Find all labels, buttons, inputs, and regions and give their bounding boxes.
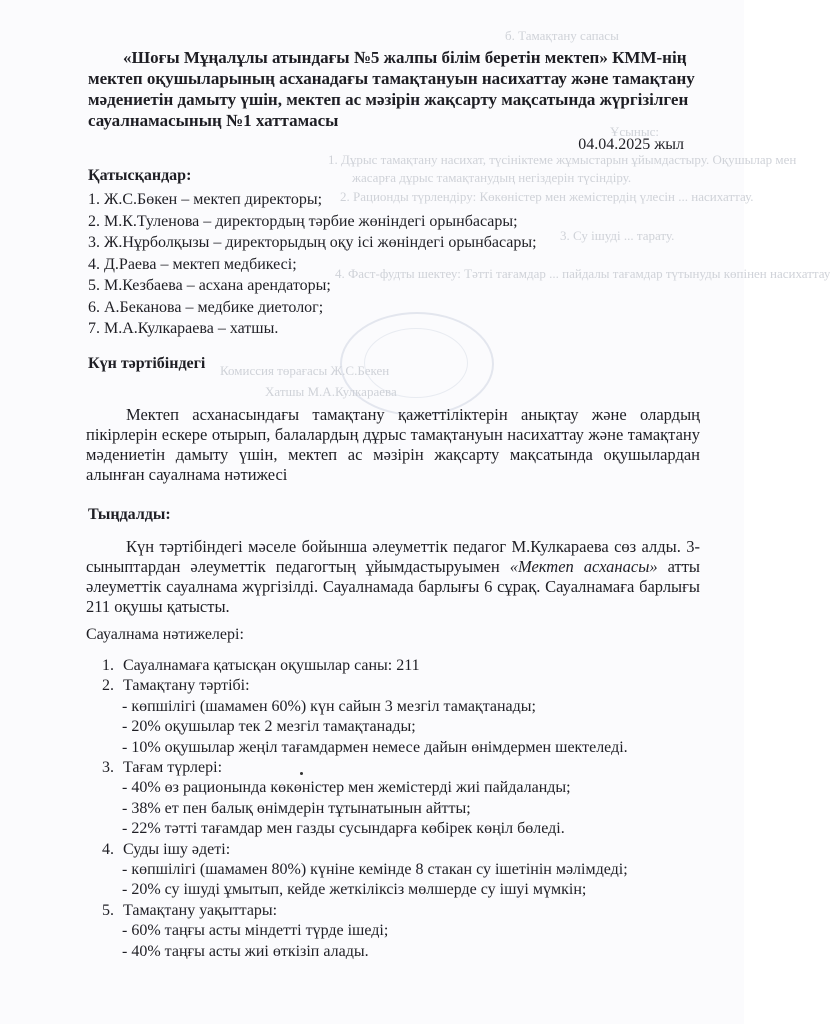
result-title: Тағам түрлері:: [123, 759, 223, 777]
result-title: Суды ішу әдеті:: [123, 840, 231, 858]
ghost-line: жасарға дұрыс тамақтанудың негіздерін түсіндіру.: [352, 170, 632, 185]
ghost-line: 1. Дұрыс тамақтану насихат, түсініктеме жұмыстарын ұйымдастыру. Оқушылар мен: [328, 152, 797, 167]
result-title: Сауалнамаға қатысқан оқушылар саны: 211: [123, 657, 420, 674]
ghost-line: 3. Су ішуді ... тарату.: [560, 228, 675, 243]
title-line: мәдениетін дамыту үшін, мектеп ас мәзірін жақсарту мақсатында жүргізілген: [88, 90, 689, 109]
result-subitem: - 40% таңғы асты жиі өткізіп алады.: [122, 942, 369, 960]
ghost-line: 4. Фаст-фудты шектеу: Тәтті тағамдар ... пайдалы тағамдар түтынуды көпінен насихаттау: [335, 266, 830, 281]
document-date: 04.04.2025 жыл: [578, 136, 684, 153]
result-subitem: - 20% оқушылар тек 2 мезгіл тамақтанады;: [122, 718, 416, 736]
result-subitem: - 38% ет пен балық өнімдерін тұтынатынын айтты;: [122, 799, 471, 817]
agenda-body: Мектеп асханасындағы тамақтану қажеттіліктерін анықтау және олардың пікірлерін ескере отырып, балалардың дұрыс тамақтануын насихаттау және тамақтану мәдениетін дамыту үшін, мектеп ас мәзірін жақсарту мақсатында оқушылардан алынған сауалнама нәтижесі: [86, 405, 700, 484]
participant-item: 5. М.Кезбаева – асхана арендаторы;: [88, 277, 331, 294]
participant-item: 7. М.А.Кулкараева – хатшы.: [88, 320, 279, 337]
result-title: Тамақтану уақыттары:: [123, 901, 278, 919]
result-number: 5.: [102, 901, 114, 919]
ghost-line: Ұсыныс:: [610, 124, 659, 139]
result-subitem: - 22% тәтті тағамдар мен газды сусындарға көбірек көңіл бөледі.: [122, 820, 565, 838]
result-subitem: - 20% су ішуді ұмытып, кейде жеткіліксіз мөлшерде су ішуі мүмкін;: [122, 881, 587, 899]
result-subitems: [123, 921, 712, 962]
result-subitem: - 60% таңғы асты міндетті түрде ішеді;: [122, 922, 389, 940]
result-subitem: - 40% өз рационында көкөністер мен жемістерді жиі пайдаланды;: [122, 779, 571, 797]
ghost-line: Комиссия төрағасы Ж.С.Бекен: [220, 363, 390, 378]
result-item: [102, 676, 712, 758]
result-number: 4.: [102, 840, 114, 858]
result-number: 3.: [102, 759, 114, 777]
heard-text: [86, 537, 700, 617]
participant-item: 1. Ж.С.Бөкен – мектеп директоры;: [88, 191, 323, 208]
title-line: «Шоғы Мұңалұлы атындағы №5 жалпы білім беретін мектеп» КММ-нің: [123, 48, 687, 67]
result-item: [102, 901, 712, 962]
ghost-line: 2. Рационды түрлендіру: Көкөністер мен жемістердің үлесін ... насихаттау.: [340, 189, 754, 204]
heard-heading: Тыңдалды:: [88, 506, 171, 523]
result-subitem: - көпшілігі (шамамен 60%) күн сайын 3 мезгіл тамақтанады;: [122, 697, 536, 715]
agenda-heading: Күн тәртібіндегі: [88, 355, 206, 372]
title-line: сауалнамасының №1 хаттамасы: [88, 111, 339, 130]
result-title: Тамақтану тәртібі:: [123, 677, 250, 695]
results-list: [102, 656, 712, 962]
results-lead: Сауалнама нәтижелері:: [86, 626, 244, 643]
result-number: 2.: [102, 677, 114, 695]
ghost-line: б. Тамақтану сапасы: [505, 28, 619, 43]
result-number: 1.: [102, 657, 114, 674]
participant-item: 4. Д.Раева – мектеп медбикесі;: [88, 255, 297, 273]
heard-part-1: Күн тәртібіндегі мәселе бойынша әлеуметтік педагог М.Кулкараева сөз алды. 3-сыныптардан әлеуметтік педагогтың ұйымдастыруымен: [86, 537, 700, 576]
participant-item: 3. Ж.Нұрболқызы – директорыдың оқу ісі жөніндегі орынбасары;: [88, 234, 537, 251]
participants-heading: Қатысқандар:: [88, 167, 192, 184]
participants-list: [88, 189, 537, 340]
result-subitems: [123, 697, 712, 758]
document-title: [88, 47, 698, 131]
result-subitems: [123, 778, 712, 839]
ink-dot: [300, 772, 303, 775]
result-subitems: [123, 860, 712, 901]
heard-part-2: атты әлеуметтік сауалнама жүргізілді. Сауалнамада барлығы 6 сұрақ. Сауалнамаға барлығы 211 оқушы қатысты.: [86, 557, 700, 616]
title-line: мектеп оқушыларының асханадағы тамақтануын насихаттау және тамақтану: [88, 69, 695, 88]
result-subitem: - көпшілігі (шамамен 80%) күніне кемінде 8 стакан су ішетінін мәлімдеді;: [122, 861, 628, 879]
survey-name: «Мектеп асханасы»: [509, 557, 658, 576]
result-subitem: - 10% оқушылар жеңіл тағамдармен немесе дайын өнімдермен шектеледі.: [122, 738, 628, 756]
ghost-line: Хатшы М.А.Кулкараева: [265, 384, 397, 399]
result-item: [102, 758, 712, 840]
participant-item: 2. М.К.Туленова – директордың тәрбие жөніндегі орынбасары;: [88, 212, 518, 230]
result-item: [102, 840, 712, 901]
participant-item: 6. А.Беканова – медбике диетолог;: [88, 298, 324, 316]
result-item: [102, 656, 712, 676]
agenda-text: [86, 405, 700, 485]
